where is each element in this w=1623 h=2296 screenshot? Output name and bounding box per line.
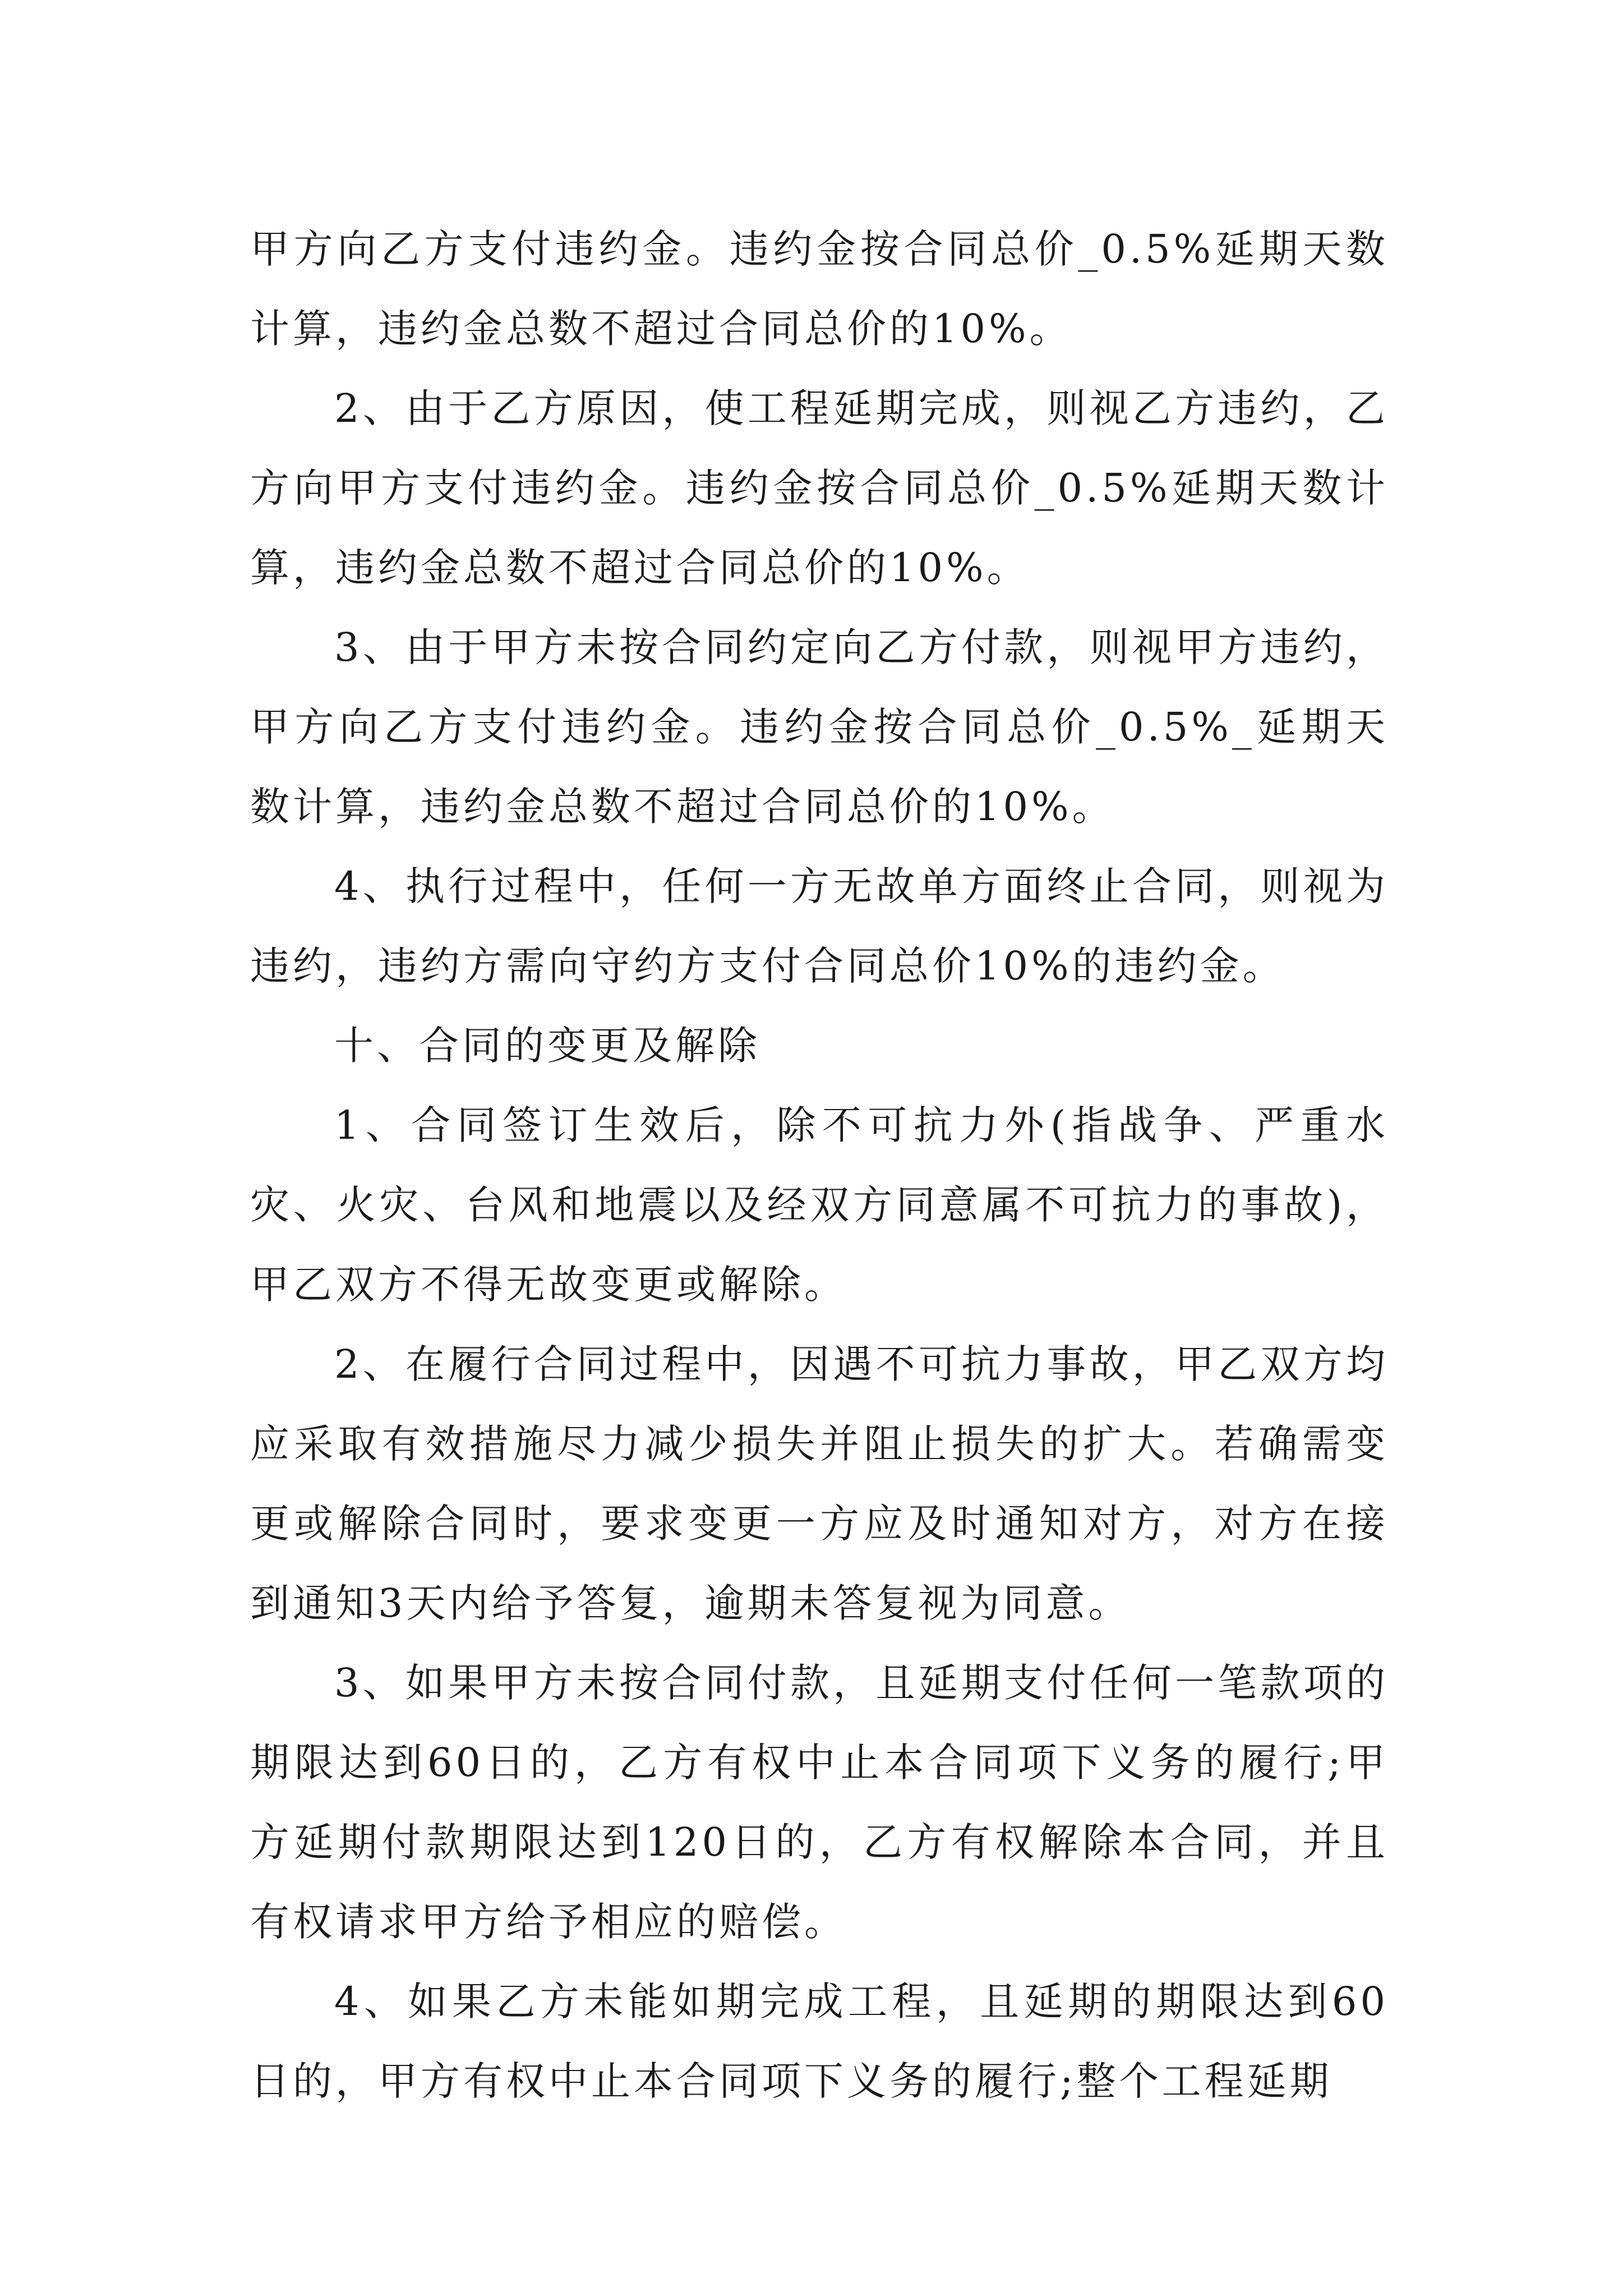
document-body [250, 209, 1389, 2121]
paragraph-change-clause-4: 4、如果乙方未能如期完成工程，且延期的期限达到60日的，甲方有权中止本合同项下义务的履行;整个工程延期 [250, 1978, 1389, 2104]
paragraph-clause-2-contractor-delay: 2、由于乙方原因，使工程延期完成，则视乙方违约，乙方向甲方支付违约金。违约金按合同总价_0.5%延期天数计算，违约金总数不超过合同总价的10%。 [250, 385, 1389, 591]
section-heading-change-and-rescission: 十、合同的变更及解除 [334, 1023, 760, 1069]
paragraph-clause-4-termination-penalty: 4、执行过程中，任何一方无故单方面终止合同，则视为违约，违约方需向守约方支付合同总价10%的违约金。 [250, 863, 1389, 989]
paragraph-change-clause-3: 3、如果甲方未按合同付款，且延期支付任何一笔款项的期限达到60日的，乙方有权中止本合同项下义务的履行;甲方延期付款期限达到120日的，乙方有权解除本合同，并且有权请求甲方给予相应的赔偿。 [250, 1660, 1389, 1945]
paragraph-change-clause-2: 2、在履行合同过程中，因遇不可抗力事故，甲乙双方均应采取有效措施尽力减少损失并阻止损失的扩大。若确需变更或解除合同时，要求变更一方应及时通知对方，对方在接到通知3天内给予答复，逾期未答复视为同意。 [250, 1341, 1389, 1626]
paragraph-penalty-continuation: 甲方向乙方支付违约金。违约金按合同总价_0.5%延期天数计算，违约金总数不超过合同总价的10%。 [250, 226, 1389, 352]
paragraph-change-clause-1: 1、合同签订生效后，除不可抗力外(指战争、严重水灾、火灾、台风和地震以及经双方同意属不可抗力的事故)，甲乙双方不得无故变更或解除。 [250, 1102, 1389, 1308]
paragraph-clause-3-payment-default: 3、由于甲方未按合同约定向乙方付款，则视甲方违约，甲方向乙方支付违约金。违约金按合同总价_0.5%_延期天数计算，违约金总数不超过合同总价的10%。 [250, 624, 1389, 830]
